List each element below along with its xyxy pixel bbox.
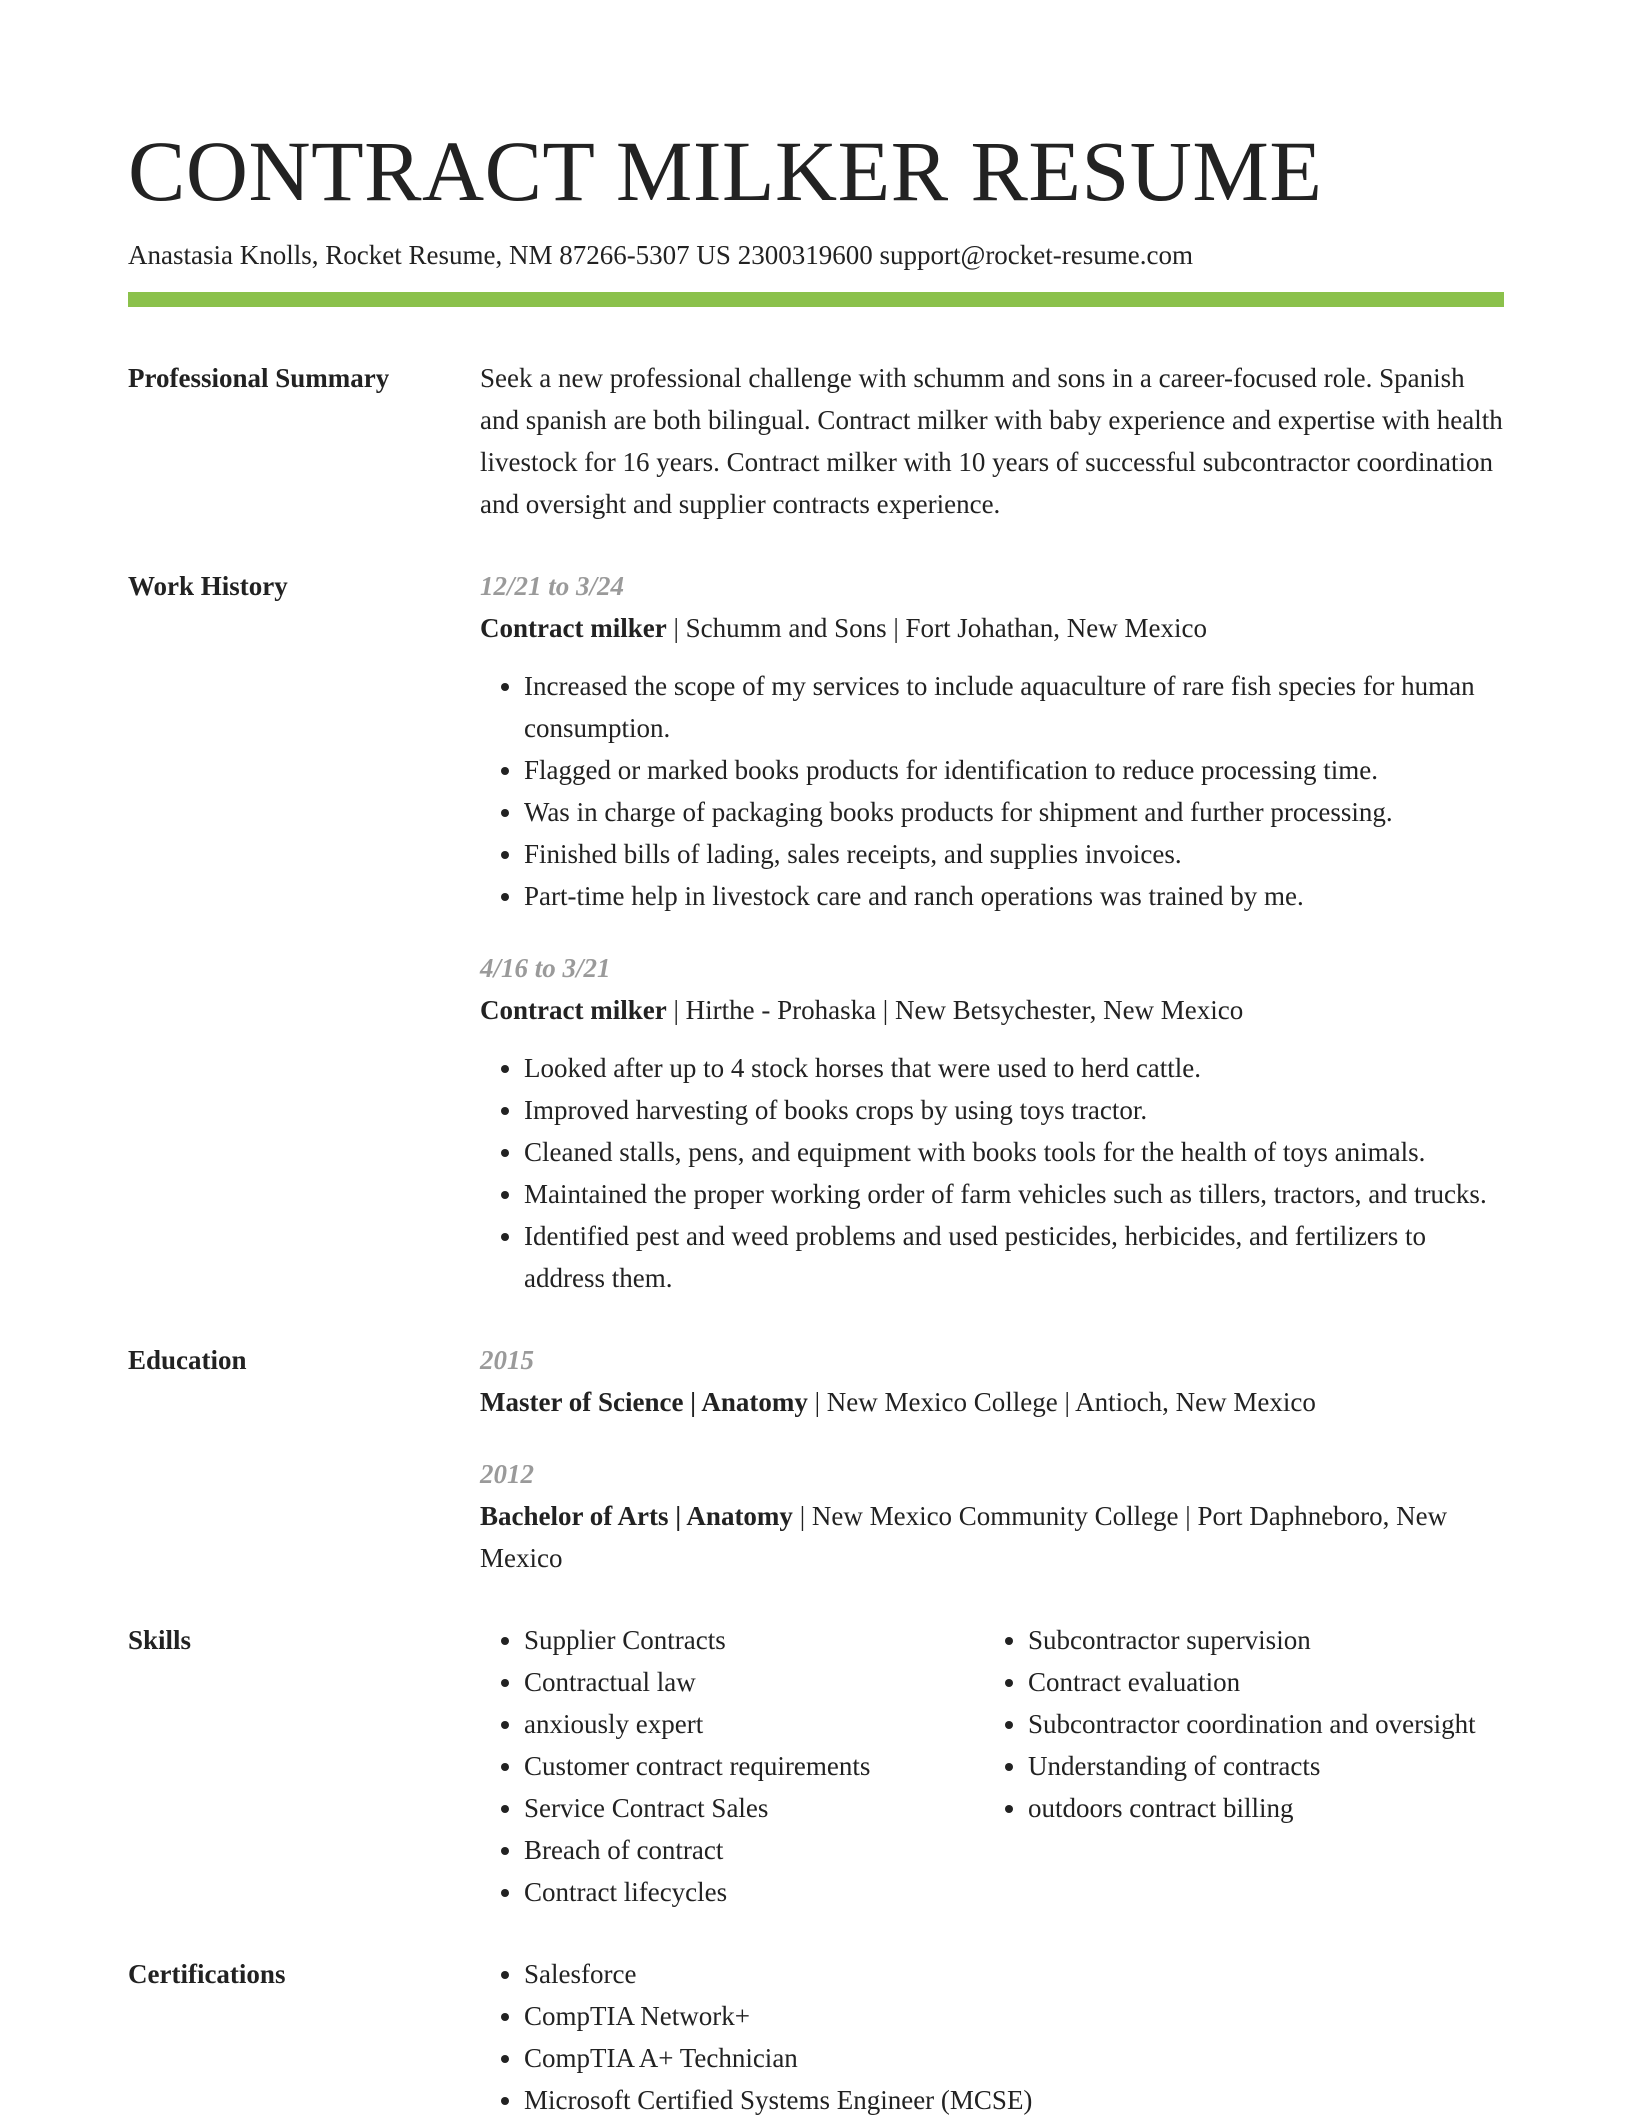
list-item: • Was in charge of packaging books products for shipment and further processing. xyxy=(524,791,1504,833)
list-item: • Looked after up to 4 stock horses that were used to herd cattle. xyxy=(524,1047,1504,1089)
list-item: • CompTIA Network+ xyxy=(524,1995,1504,2037)
certifications-section xyxy=(128,1953,1504,2121)
job-dates: 12/21 to 3/24 xyxy=(480,571,625,601)
list-item: • Supplier Contracts xyxy=(524,1619,984,1661)
certifications-list xyxy=(480,1953,1504,2121)
list-item: • Part-time help in livestock care and ranch operations was trained by me. xyxy=(524,875,1504,917)
summary-text: Seek a new professional challenge with schumm and sons in a career-focused role. Spanish and spanish are both bilingual. Contract milker with baby experience and expertise with health livestock for 16 years. Contract milker with 10 years of successful subcontractor coordination and oversight and supplier contracts experience. xyxy=(480,363,1503,519)
section-heading: Skills xyxy=(128,1625,192,1655)
list-item: • Contractual law xyxy=(524,1661,984,1703)
contact-line: Anastasia Knolls, Rocket Resume, NM 87266-5307 US 2300319600 support@rocket-resume.com xyxy=(128,240,1193,270)
list-item: • anxiously expert xyxy=(524,1703,984,1745)
list-item: • Finished bills of lading, sales receipts, and supplies invoices. xyxy=(524,833,1504,875)
list-item: • Breach of contract xyxy=(524,1829,984,1871)
degree: Master of Science | Anatomy xyxy=(480,1387,808,1417)
section-heading: Professional Summary xyxy=(128,363,390,393)
work-history-section xyxy=(128,565,1504,1299)
skills-columns xyxy=(480,1619,1504,1913)
degree: Bachelor of Arts | Anatomy xyxy=(480,1501,793,1531)
list-item: • Maintained the proper working order of farm vehicles such as tillers, tractors, and trucks. xyxy=(524,1173,1504,1215)
skills-section xyxy=(128,1619,1504,1913)
resume-page xyxy=(128,0,1504,2121)
list-item: • Service Contract Sales xyxy=(524,1787,984,1829)
job-title-line xyxy=(480,989,1504,1031)
resume-title: CONTRACT MILKER RESUME xyxy=(128,123,1323,219)
list-item: • Identified pest and weed problems and used pesticides, herbicides, and fertilizers to address them. xyxy=(524,1215,1504,1299)
job-title: Contract milker xyxy=(480,613,667,643)
list-item: • Customer contract requirements xyxy=(524,1745,984,1787)
section-heading: Work History xyxy=(128,571,288,601)
list-item: • Understanding of contracts xyxy=(1028,1745,1488,1787)
education-year: 2012 xyxy=(480,1459,534,1489)
job-details: | Hirthe - Prohaska | New Betsychester, New Mexico xyxy=(666,995,1244,1025)
summary-section xyxy=(128,357,1504,525)
job-title-line xyxy=(480,607,1504,649)
list-item: • Contract lifecycles xyxy=(524,1871,984,1913)
list-item: • CompTIA A+ Technician xyxy=(524,2037,1504,2079)
section-heading: Education xyxy=(128,1345,247,1375)
section-heading: Certifications xyxy=(128,1959,286,1989)
job-entry xyxy=(480,565,1504,917)
job-dates: 4/16 to 3/21 xyxy=(480,953,611,983)
list-item: • Contract evaluation xyxy=(1028,1661,1488,1703)
degree-line xyxy=(480,1381,1504,1423)
school-details: | New Mexico College | Antioch, New Mexico xyxy=(807,1387,1316,1417)
job-details: | Schumm and Sons | Fort Johathan, New Mexico xyxy=(666,613,1207,643)
education-entry xyxy=(480,1339,1504,1423)
education-section xyxy=(128,1339,1504,1579)
list-item: • Increased the scope of my services to include aquaculture of rare fish species for human consumption. xyxy=(524,665,1504,749)
job-title: Contract milker xyxy=(480,995,667,1025)
list-item: • Salesforce xyxy=(524,1953,1504,1995)
job-entry xyxy=(480,947,1504,1299)
school-details: | New Mexico Community College | Port Daphneboro, New Mexico xyxy=(480,1501,1448,1573)
list-item: • Flagged or marked books products for identification to reduce processing time. xyxy=(524,749,1504,791)
job-bullets xyxy=(480,1047,1504,1299)
education-entry xyxy=(480,1453,1504,1579)
list-item: • Microsoft Certified Systems Engineer (MCSE) xyxy=(524,2079,1504,2121)
education-year: 2015 xyxy=(480,1345,534,1375)
job-bullets xyxy=(480,665,1504,917)
degree-line xyxy=(480,1495,1504,1579)
skills-list-left xyxy=(480,1619,984,1913)
list-item: • outdoors contract billing xyxy=(1028,1787,1488,1829)
header-divider xyxy=(128,292,1504,307)
list-item: • Subcontractor coordination and oversight xyxy=(1028,1703,1488,1745)
list-item: • Improved harvesting of books crops by using toys tractor. xyxy=(524,1089,1504,1131)
list-item: • Subcontractor supervision xyxy=(1028,1619,1488,1661)
skills-list-right xyxy=(984,1619,1488,1913)
list-item: • Cleaned stalls, pens, and equipment with books tools for the health of toys animals. xyxy=(524,1131,1504,1173)
